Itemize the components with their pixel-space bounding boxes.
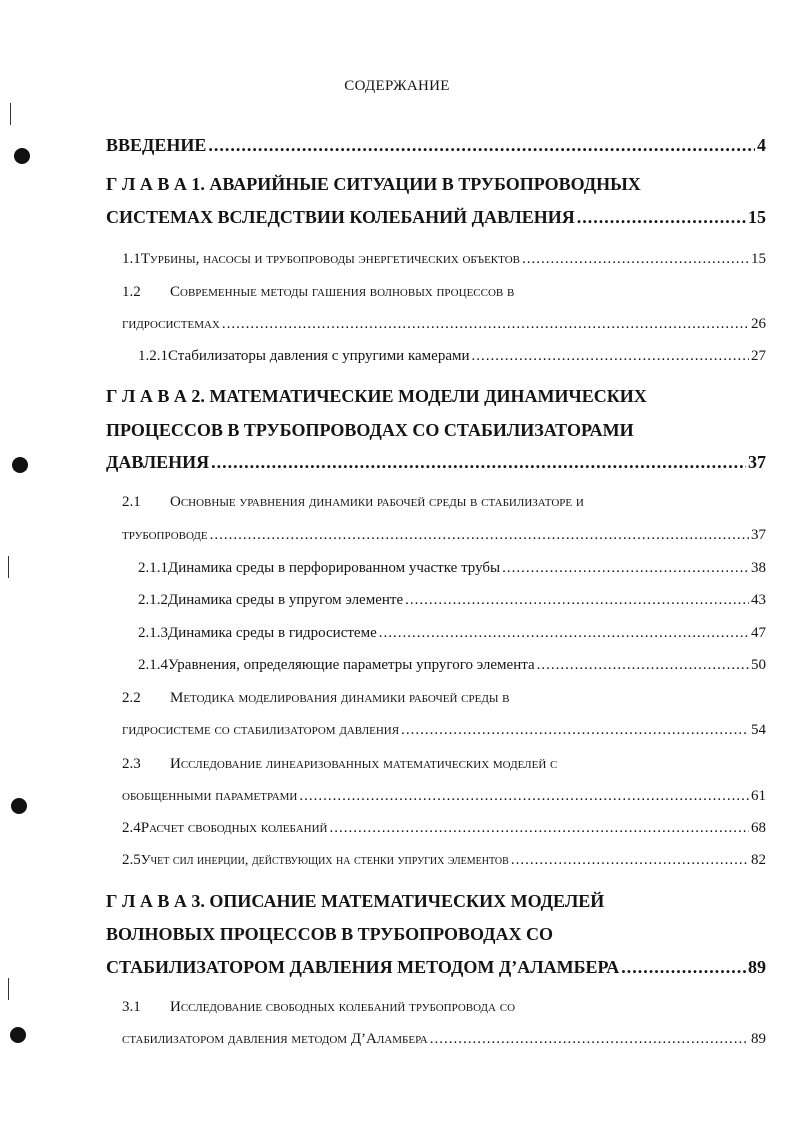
toc-page-number: 68 (751, 820, 766, 836)
section-title: Динамика среды в гидросистеме (168, 625, 377, 641)
chapter-3-heading-line3: СТАБИЛИЗАТОРОМ ДАВЛЕНИЯ МЕТОДОМ Д’АЛАМБЕРА (106, 957, 620, 977)
section-number: 2.1.2 (138, 592, 168, 608)
leader-dots (522, 251, 749, 268)
chapter-3-heading-line2: ВОЛНОВЫХ ПРОЦЕССОВ В ТРУБОПРОВОДАХ СО (106, 924, 554, 944)
toc-page-number: 82 (751, 852, 766, 868)
leader-dots (299, 788, 749, 805)
toc-entry-2-2[interactable] (122, 690, 510, 707)
toc-entry-intro[interactable] (106, 135, 766, 156)
leader-dots (621, 957, 746, 978)
leader-dots (502, 560, 749, 577)
chapter-1-heading[interactable]: Г Л А В А 1. АВАРИЙНЫЕ СИТУАЦИИ В ТРУБОПРОВОДНЫХ (106, 174, 641, 194)
toc-entry-3-1[interactable] (122, 999, 515, 1016)
section-title: Исследование свободных колебаний трубопровода со (170, 999, 516, 1015)
toc-entry-chapter-3[interactable] (106, 957, 766, 978)
section-title: Основные уравнения динамики рабочей среды в стабилизаторе и (170, 494, 584, 510)
section-title: Турбины, насосы и трубопроводы энергетических объектов (140, 251, 520, 267)
section-title: Исследование линеаризованных математических моделей с (170, 756, 558, 772)
chapter-1-heading-line2: СИСТЕМАХ ВСЛЕДСТВИИ КОЛЕБАНИЙ ДАВЛЕНИЯ (106, 207, 575, 227)
toc-page-number: 43 (751, 592, 766, 608)
toc-entry-3-1-cont[interactable] (122, 1031, 766, 1048)
section-title: Учет сил инерции, действующих на стенки упругих элементов (140, 853, 509, 868)
toc-entry-1-2-1[interactable] (138, 348, 766, 365)
chapter-2-heading[interactable]: Г Л А В А 2. МАТЕМАТИЧЕСКИЕ МОДЕЛИ ДИНАМИЧЕСКИХ (106, 386, 647, 406)
section-title-cont: гидросистеме со стабилизатором давления (122, 722, 400, 738)
toc-entry-1-2-cont[interactable] (122, 316, 766, 333)
section-title: Современные методы гашения волновых процессов в (170, 284, 515, 300)
scan-mark (8, 556, 9, 578)
toc-page-number: 50 (751, 657, 766, 673)
binder-hole-3 (11, 798, 27, 814)
section-number: 3.1 (122, 999, 141, 1015)
toc-page-number: 26 (751, 316, 766, 332)
chapter-2-heading-line2: ПРОЦЕССОВ В ТРУБОПРОВОДАХ СО СТАБИЛИЗАТОРАМИ (106, 420, 634, 440)
binder-hole-2 (12, 457, 28, 473)
scan-mark (10, 103, 11, 125)
section-title: Расчет свободных колебаний (140, 820, 328, 836)
toc-entry-1-2[interactable] (122, 284, 514, 301)
toc-entry-2-1-cont[interactable] (122, 527, 766, 544)
toc-entry-2-5[interactable] (122, 852, 766, 869)
section-number: 1.2 (122, 284, 141, 300)
toc-page-number: 89 (751, 1031, 766, 1047)
leader-dots (405, 592, 749, 609)
section-number: 1.1 (122, 251, 141, 267)
section-title-cont: стабилизатором давления методом Д’Аламбера (122, 1031, 428, 1047)
section-number: 2.2 (122, 690, 141, 706)
section-title: Методика моделирования динамики рабочей среды в (170, 690, 510, 706)
chapter-2-heading-line3: ДАВЛЕНИЯ (106, 452, 210, 472)
toc-page-number: 89 (748, 957, 766, 977)
toc-entry-2-4[interactable] (122, 820, 766, 837)
section-title: Стабилизаторы давления с упругими камерами (168, 348, 470, 364)
scan-mark (8, 978, 9, 1000)
toc-entry-2-1-2[interactable] (138, 592, 766, 609)
section-number: 2.1.3 (138, 625, 168, 641)
toc-entry-2-3[interactable] (122, 756, 557, 773)
page-title: СОДЕРЖАНИЕ (344, 78, 450, 94)
toc-page-number: 47 (751, 625, 766, 641)
toc-entry-2-2-cont[interactable] (122, 722, 766, 739)
leader-dots (208, 135, 755, 156)
leader-dots (401, 722, 749, 739)
binder-hole-1 (14, 148, 30, 164)
section-number: 2.1 (122, 494, 141, 510)
section-number: 2.3 (122, 756, 141, 772)
toc-page-number: 4 (757, 135, 766, 155)
binder-hole-4 (10, 1027, 26, 1043)
toc-page-number: 15 (748, 207, 766, 227)
leader-dots (430, 1031, 749, 1048)
toc-entry-2-1[interactable] (122, 494, 584, 511)
leader-dots (472, 348, 749, 365)
leader-dots (210, 527, 749, 544)
toc-page-number: 61 (751, 788, 766, 804)
toc-entry-2-1-3[interactable] (138, 625, 766, 642)
leader-dots (577, 207, 746, 228)
section-title: Динамика среды в перфорированном участке трубы (168, 560, 501, 576)
toc-page-number: 38 (751, 560, 766, 576)
toc-page-number: 37 (751, 527, 766, 543)
section-number: 2.4 (122, 820, 141, 836)
leader-dots (511, 852, 749, 869)
leader-dots (222, 316, 749, 333)
toc-entry-2-1-4[interactable] (138, 657, 766, 674)
section-title-cont: обобщенными параметрами (122, 788, 298, 804)
toc-entry-label: ВВЕДЕНИЕ (106, 135, 207, 155)
section-title: Динамика среды в упругом элементе (168, 592, 404, 608)
toc-entry-chapter-1[interactable] (106, 207, 766, 228)
leader-dots (537, 657, 749, 674)
toc-entry-2-1-1[interactable] (138, 560, 766, 577)
chapter-3-heading[interactable]: Г Л А В А 3. ОПИСАНИЕ МАТЕМАТИЧЕСКИХ МОДЕЛЕЙ (106, 891, 605, 911)
section-number: 1.2.1 (138, 348, 168, 364)
toc-entry-1-1[interactable] (122, 251, 766, 268)
toc-page-number: 37 (748, 452, 766, 472)
section-number: 2.1.1 (138, 560, 168, 576)
toc-entry-2-3-cont[interactable] (122, 788, 766, 805)
section-title-cont: трубопроводе (122, 527, 208, 543)
section-number: 2.1.4 (138, 657, 168, 673)
leader-dots (329, 820, 749, 837)
leader-dots (211, 452, 746, 473)
toc-page-number: 15 (751, 251, 766, 267)
section-number: 2.5 (122, 852, 141, 868)
toc-entry-chapter-2[interactable] (106, 452, 766, 473)
toc-page-number: 27 (751, 348, 766, 364)
section-title-cont: гидросистемах (122, 316, 220, 332)
leader-dots (379, 625, 749, 642)
toc-page-number: 54 (751, 722, 766, 738)
section-title: Уравнения, определяющие параметры упругого элемента (168, 657, 535, 673)
